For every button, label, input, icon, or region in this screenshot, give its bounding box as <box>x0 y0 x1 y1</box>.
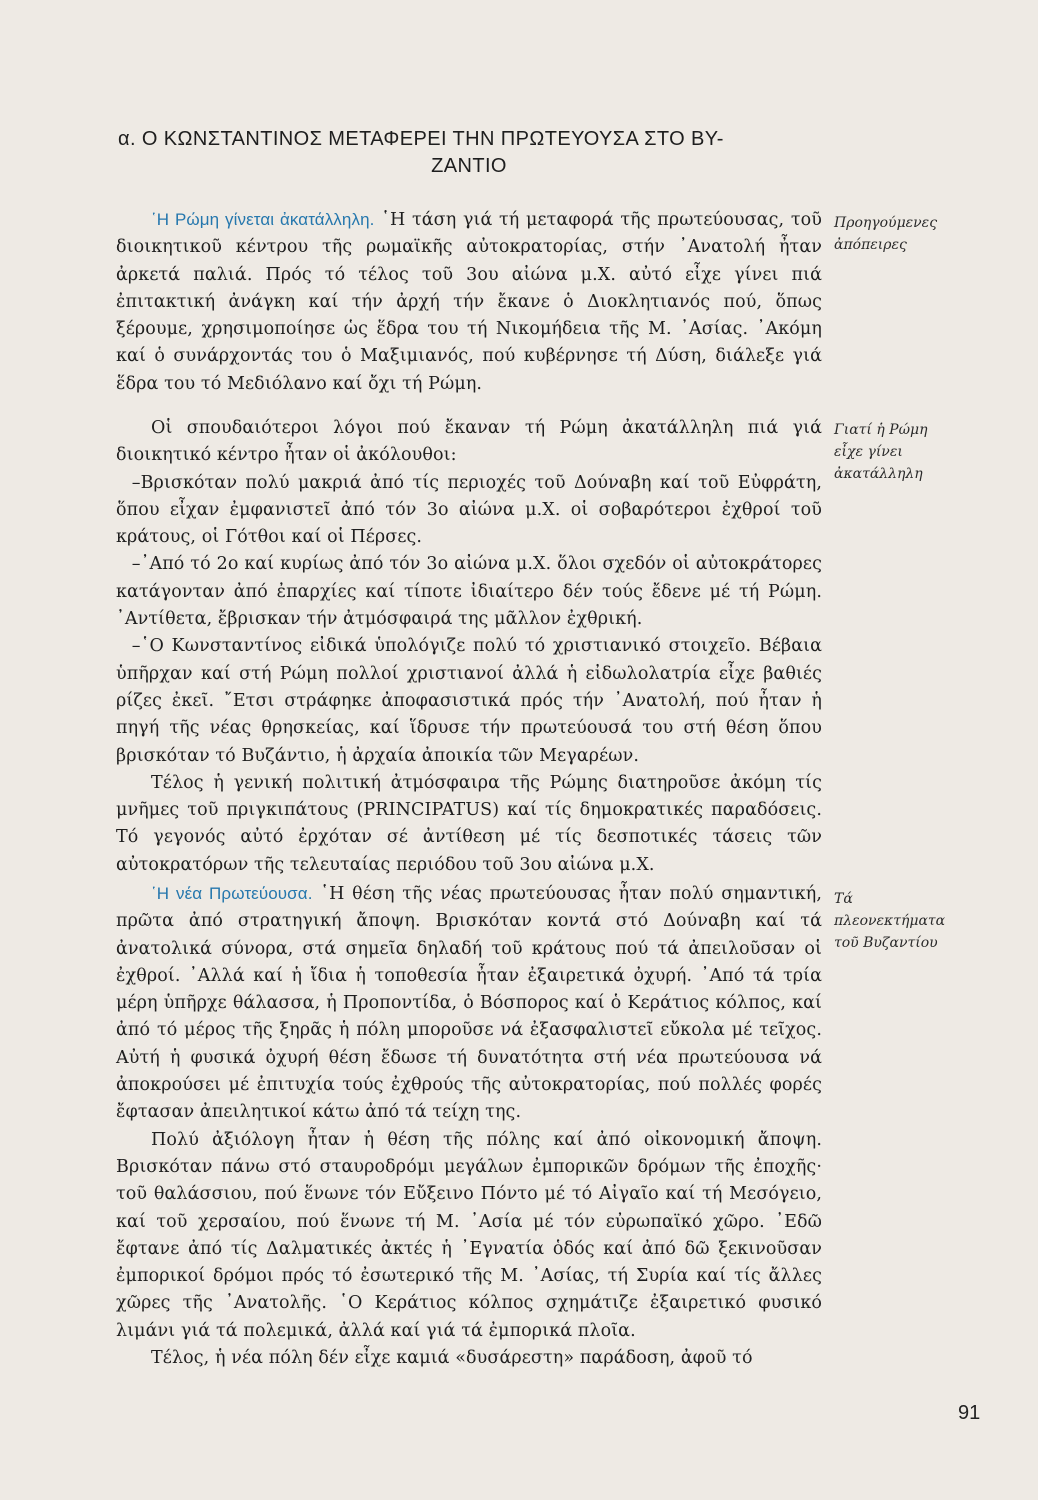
paragraph-reason-1: –Βρισκόταν πολύ μακριά ἀπό τίς περιοχές τοῦ Δούναβη καί τοῦ Εὐφράτη, ὅπου εἶχαν ἐμφανιστεῖ ἀπό τόν 3ο αἰώνα μ.Χ. οἱ σοβαρότεροι ἐχθροί τοῦ κράτους, οἱ Γότθοι καί οἱ Πέρσες. <box>116 472 822 548</box>
paragraph-reason-2: –᾿Από τό 2ο καί κυρίως ἀπό τόν 3ο αἰώνα μ.Χ. ὅλοι σχεδόν οἱ αὐτοκράτορες κατάγονταν ἀπό ἐπαρχίες καί τίποτε ἰδιαίτερο δέν τούς ἔδενε μέ τή Ρώμη. ᾿Αντίθετα, ἔβρισκαν τήν ἀτμόσφαιρά της μᾶλλον ἐχθρική. <box>116 554 822 630</box>
section-new-capital <box>116 880 822 1372</box>
paragraph-reasons-conclusion: Τέλος ἡ γενική πολιτική ἀτμόσφαιρα τῆς Ρώμης διατηροῦσε ἀκόμη τίς μνῆμες τοῦ πριγκιπάτους (PRINCIPATUS) καί τίς δημοκρατικές παραδόσεις. Τό γεγονός αὐτό ἐρχόταν σέ ἀντίθεση μέ τίς δεσποτικές τάσεις τῶν αὐτοκρατόρων τῆς τελευταίας περιόδου τοῦ 3ου αἰώνα μ.Χ. <box>116 772 822 875</box>
paragraph-text: ῾Η τάση γιά τή μεταφορά τῆς πρωτεύουσας, τοῦ διοικητικοῦ κέντρου τῆς ρωμαϊκῆς αὐτοκρατορίας, στήν ᾿Ανατολή ἦταν ἀρκετά παλιά. Πρός τό τέλος τοῦ 3ου αἰώνα μ.Χ. αὐτό εἶχε γίνει πιά ἐπιτακτική ἀνάγκη καί τήν ἀρχή τήν ἔκανε ὁ Διοκλητιανός πού, ὅπως ξέρουμε, χρησιμοποίησε ὡς ἕδρα του τή Νικομήδεια τῆς Μ. ᾿Ασίας. ᾿Ακόμη καί ὁ συνάρχοντάς του ὁ Μαξιμιανός, πού κυβέρνησε τή Δύση, διάλεξε γιά ἕδρα του τό Μεδιόλανο καί ὄχι τή Ρώμη. <box>116 210 822 394</box>
paragraph-final: Τέλος, ἡ νέα πόλη δέν εἶχε καμιά «δυσάρεστη» παράδοση, ἀφοῦ τό <box>151 1348 753 1369</box>
paragraph-economy: Πολύ ἀξιόλογη ἦταν ἡ θέση τῆς πόλης καί ἀπό οἰκονομική ἄποψη. Βρισκόταν πάνω στό σταυροδρόμι μεγάλων ἐμπορικῶν δρόμων τῆς ἐποχῆς· τοῦ θαλάσσιου, πού ἕνωνε τόν Εὔξεινο Πόντο μέ τό Αἰγαῖο καί τή Μεσόγειο, καί τοῦ χερσαίου, πού ἕνωνε τή Μ. ᾿Ασία μέ τόν εὐρωπαϊκό χῶρο. ᾿Εδῶ ἔφτανε ἀπό τίς Δαλματικές ἀκτές ἡ ᾿Εγνατία ὁδός καί ἀπό δῶ ξεκινοῦσαν ἐμπορικοί δρόμοι πρός τό ἐσωτερικό τῆς Μ. ᾿Ασίας, τή Συρία καί τίς ἄλλες χῶρες τῆς ᾿Ανατολῆς. ῾Ο Κεράτιος κόλπος σχημάτιζε ἐξαιρετικό φυσικό λιμάνι γιά τά πολεμικά, ἀλλά καί γιά τά ἐμπορικά πλοῖα. <box>116 1129 822 1341</box>
margin-note-why-rome-unsuitable: Γιατί ἡ Ρώμη εἶχε γίνει ἀκατάλληλη <box>834 422 928 482</box>
section-lead-rome-unsuitable: ῾Η Ρώμη γίνεται ἀκατάλληλη. <box>151 210 375 229</box>
chapter-heading <box>118 126 820 180</box>
margin-note-previous-attempts: Προηγούμενες ἀπόπειρες <box>834 215 938 253</box>
section-lead-new-capital: ῾Η νέα Πρωτεύουσα. <box>151 884 313 903</box>
paragraph-text: ῾Η θέση τῆς νέας πρωτεύουσας ἦταν πολύ σημαντική, πρῶτα ἀπό στρατηγική ἄποψη. Βρισκόταν κοντά στό Δούναβη καί τά ἀνατολικά σύνορα, στά σημεῖα δηλαδή τοῦ κράτους πού τά ἀπειλοῦσαν οἱ ἐχθροί. ᾿Αλλά καί ἡ ἴδια ἡ τοποθεσία ἦταν ἐξαιρετικά ὀχυρή. ᾿Από τά τρία μέρη ὑπῆρχε θάλασσα, ἡ Προποντίδα, ὁ Βόσπορος καί ὁ Κεράτιος κόλπος, καί ἀπό τό μέρος τῆς ξηρᾶς ἡ πόλη μποροῦσε νά ἐξασφαλιστεῖ εὔκολα μέ τεῖχος. Αὐτή ἡ φυσικά ὀχυρή θέση ἔδωσε τή δυνατότητα στή νέα πρωτεύουσα νά ἀποκρούσει μέ ἐπιτυχία τούς ἐχθρούς τῆς αὐτοκρατορίας, πού πολλές φορές ἔφτασαν ἀπειλητικοί κάτω ἀπό τά τείχη της. <box>116 884 822 1123</box>
chapter-heading-line-1: α. Ο ΚΩΝΣΤΑΝΤΙΝΟΣ ΜΕΤΑΦΕΡΕΙ ΤΗΝ ΠΡΩΤΕΥΟΥΣΑ ΣΤΟ ΒΥ- <box>118 128 724 150</box>
paragraph-rome-unsuitable <box>116 206 822 398</box>
page-number: 91 <box>958 1402 981 1424</box>
section-rome-unsuitable <box>116 206 822 398</box>
paragraph-reasons-intro: Οἱ σπουδαιότεροι λόγοι πού ἔκαναν τή Ρώμη ἀκατάλληλη πιά γιά διοικητικό κέντρο ἦταν οἱ ἀκόλουθοι: <box>116 418 822 466</box>
margin-note-byzantium-advantages: Τά πλεονεκτήματα τοῦ Βυζαντίου <box>834 891 946 951</box>
paragraph-reason-3: –῾Ο Κωνσταντίνος εἰδικά ὑπολόγιζε πολύ τό χριστιανικό στοιχεῖο. Βέβαια ὑπῆρχαν καί στή Ρώμη πολλοί χριστιανοί ἀλλά ἡ εἰδωλολατρία εἶχε βαθιές ρίζες ἐκεῖ. ῎Ετσι στράφηκε ἀποφασιστικά πρός τήν ᾿Ανατολή, πού ἦταν ἡ πηγή τῆς νέας θρησκείας, καί ἵδρυσε τήν πρωτεύουσά του στή θέση ὅπου βρισκόταν τό Βυζάντιο, ἡ ἀρχαία ἀποικία τῶν Μεγαρέων. <box>116 636 822 766</box>
chapter-heading-line-2: ΖΑΝΤΙΟ <box>431 155 507 177</box>
paragraph-new-capital <box>116 880 822 1127</box>
section-reasons <box>116 415 822 879</box>
